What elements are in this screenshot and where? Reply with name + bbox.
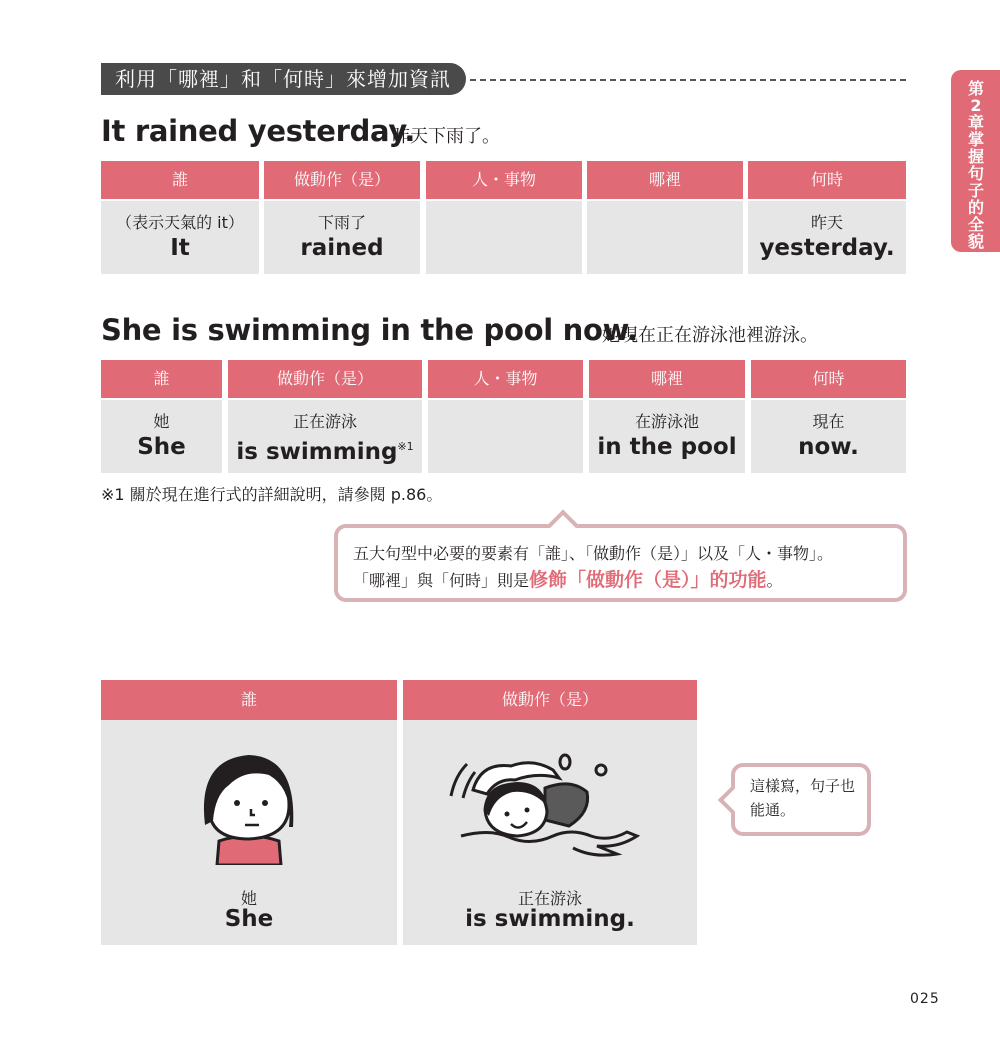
example2-header-when: 何時 [751,360,906,398]
example1-cell-who-word: It [170,235,190,261]
illustration-header-action: 做動作（是） [403,680,697,720]
illustration-cell-action [403,720,697,945]
example1-cell-who-gloss: （表示天氣的 it） [116,213,244,232]
chapter-side-tab-label: 第2章 掌握句子的全貌 [967,79,984,251]
callout-line2 [353,567,898,594]
example1-cell-when [748,201,906,274]
example2-cell-where-gloss: 在游泳池 [634,412,699,431]
chapter-side-tab [951,70,1000,252]
girl-face-illustration [193,745,305,865]
example1-cell-when-word: yesterday. [759,235,895,261]
footnote-marker: ※1 [397,440,414,453]
example1-sentence: It rained yesterday. [101,114,416,148]
example2-cell-when-gloss: 現在 [812,412,845,431]
example2-cell-action-word-text: is swimming [236,439,398,465]
example1-cell-when-gloss: 昨天 [810,213,843,232]
illustration-who-word: She [224,906,274,932]
example1-cell-action-word: rained [300,235,384,261]
example2-sentence: She is swimming in the pool now. [101,313,638,347]
example1-cell-action [264,201,420,274]
example1-header-object: 人・事物 [426,161,582,199]
example2-cell-where-word: in the pool [597,434,737,460]
example2-cell-action-gloss: 正在游泳 [292,412,357,431]
page-number: 025 [910,991,940,1007]
example2-cell-action-word [228,432,422,467]
section-divider [470,79,906,81]
example1-header-where: 哪裡 [587,161,743,199]
example1-cell-action-gloss: 下雨了 [317,213,366,232]
example2-cell-object [428,400,583,473]
callout-line1: 五大句型中必要的要素有「誰」、「做動作（是）」以及「人・事物」。 [353,544,834,563]
callout-line2-prefix: 「哪裡」與「何時」則是 [353,571,530,590]
example2-cell-who-gloss: 她 [153,412,170,431]
example2-cell-when [751,400,906,473]
example2-cell-when-word: now. [798,434,859,460]
swimming-girl-illustration [441,750,657,860]
illustration-action-word: is swimming. [465,906,635,932]
example1-cell-object [426,201,582,274]
example1-cell-where [587,201,743,274]
illustration-cell-who [101,720,397,945]
example1-translation: 昨天下雨了。 [392,126,500,147]
example2-cell-where [589,400,745,473]
example1-header-who: 誰 [101,161,259,199]
example2-header-where: 哪裡 [589,360,745,398]
illustration-action-gloss: 正在游泳 [517,889,582,908]
example1-header-when: 何時 [748,161,906,199]
example2-header-action: 做動作（是） [228,360,422,398]
example2-cell-action [228,400,422,473]
illustration-header-who: 誰 [101,680,397,720]
example2-header-object: 人・事物 [428,360,583,398]
example1-header-action: 做動作（是） [264,161,420,199]
callout-text [353,540,898,594]
example2-cell-who-word: She [137,434,186,460]
example2-translation: 她現在正在游泳池裡游泳。 [602,325,818,346]
footnote: ※1 關於現在進行式的詳細說明，請參閱 p.86。 [101,485,443,504]
callout-highlight: 修飾「做動作（是）」的功能 [529,569,767,591]
section-header: 利用「哪裡」和「何時」來增加資訊 [101,63,466,95]
comment-bubble-text: 這樣寫，句子也能通。 [750,777,856,819]
illustration-who-gloss: 她 [240,889,257,908]
callout-line2-suffix: 。 [766,571,783,590]
example2-header-who: 誰 [101,360,222,398]
example2-cell-who [101,400,222,473]
example1-cell-who [101,201,259,274]
